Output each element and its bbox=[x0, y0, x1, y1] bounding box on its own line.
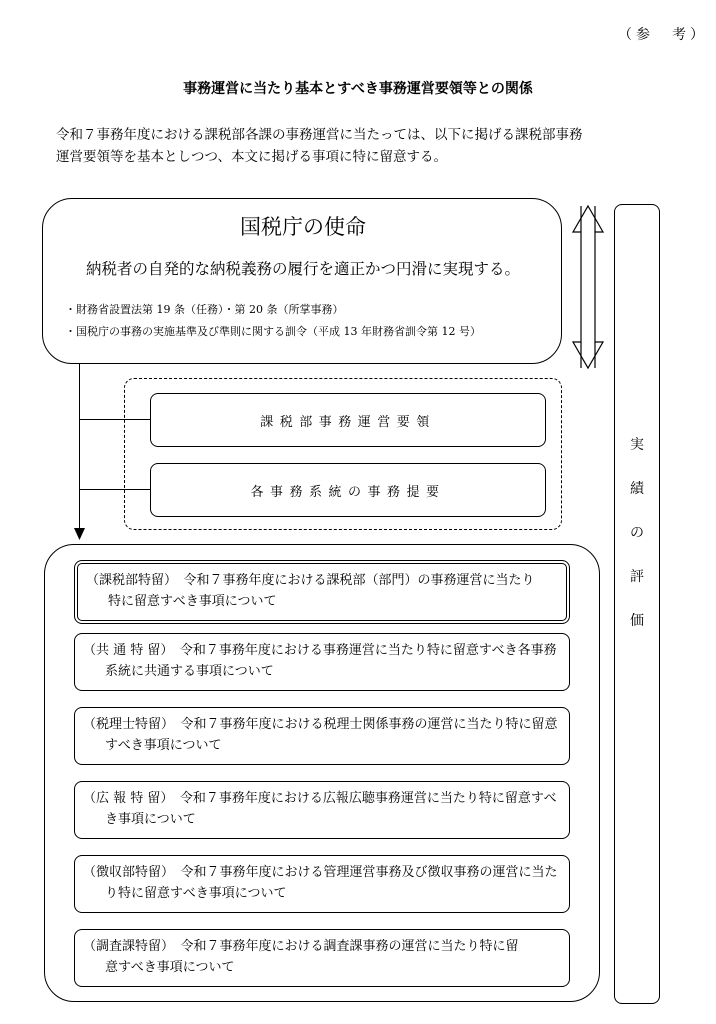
intro-paragraph bbox=[56, 124, 656, 168]
tokuryu-line: （課税部特留） 令和７事務年度における課税部（部門）の事務運営に当たり bbox=[86, 573, 535, 588]
tokuryu-line: （調査課特留） 令和７事務年度における調査課事務の運営に当たり特に留 bbox=[83, 939, 519, 954]
tokuryu-box bbox=[74, 560, 570, 624]
double-arrow-icon bbox=[566, 204, 610, 370]
tokuryu-line: き事項について bbox=[105, 812, 196, 827]
tokuryu-box bbox=[74, 855, 570, 913]
tokuryu-box bbox=[74, 781, 570, 839]
document-title: 事務運営に当たり基本とすべき事務運営要領等との関係 bbox=[183, 81, 533, 97]
evaluation-column bbox=[614, 204, 660, 1004]
mission-box bbox=[42, 198, 562, 364]
evaluation-char: の bbox=[630, 525, 644, 541]
evaluation-label bbox=[615, 423, 659, 643]
tokuryu-box bbox=[74, 929, 570, 987]
tokuryu-line: 系統に共通する事項について bbox=[105, 664, 274, 679]
intro-line: 令和７事務年度における課税部各課の事務運営に当たっては、以下に掲げる課税部事務 bbox=[56, 127, 583, 143]
tokuryu-line: 特に留意すべき事項について bbox=[108, 594, 277, 609]
arrow-down-icon bbox=[74, 528, 86, 542]
tokuryu-line: （徴収部特留） 令和７事務年度における管理運営事務及び徴収事務の運営に当た bbox=[83, 865, 558, 880]
mission-description: 納税者の自発的な納税義務の履行を適正かつ円滑に実現する。 bbox=[85, 260, 520, 278]
evaluation-char: 価 bbox=[630, 613, 644, 629]
evaluation-char: 評 bbox=[630, 569, 644, 585]
reference-label: （参 考） bbox=[618, 27, 708, 43]
tokuryu-box bbox=[74, 707, 570, 765]
mission-note: ・財務省設置法第 19 条（任務）・第 20 条（所掌事務） bbox=[65, 303, 344, 316]
mission-title: 国税庁の使命 bbox=[240, 215, 366, 239]
intro-line: 運営要領等を基本としつつ、本文に掲げる事項に特に留意する。 bbox=[56, 149, 447, 165]
evaluation-char: 績 bbox=[630, 481, 644, 497]
tokuryu-line: 意すべき事項について bbox=[105, 960, 235, 975]
manual-box: 課税部事務運営要領 bbox=[150, 393, 546, 447]
manual-box: 各事務系統の事務提要 bbox=[150, 463, 546, 517]
connector-line bbox=[79, 364, 80, 534]
tokuryu-line: （税理士特留） 令和７事務年度における税理士関係事務の運営に当たり特に留意 bbox=[83, 717, 558, 732]
tokuryu-line: り特に留意すべき事項について bbox=[105, 886, 287, 901]
mission-notes bbox=[65, 299, 481, 343]
mission-note: ・国税庁の事務の実施基準及び準則に関する訓令（平成 13 年財務省訓令第 12 号） bbox=[65, 325, 481, 338]
tokuryu-box bbox=[74, 633, 570, 691]
evaluation-char: 実 bbox=[630, 437, 644, 453]
tokuryu-line: （広 報 特 留） 令和７事務年度における広報広聴事務運営に当たり特に留意すべ bbox=[83, 791, 557, 806]
tokuryu-line: （共 通 特 留） 令和７事務年度における事務運営に当たり特に留意すべき各事務 bbox=[83, 643, 557, 658]
tokuryu-line: すべき事項について bbox=[105, 738, 222, 753]
